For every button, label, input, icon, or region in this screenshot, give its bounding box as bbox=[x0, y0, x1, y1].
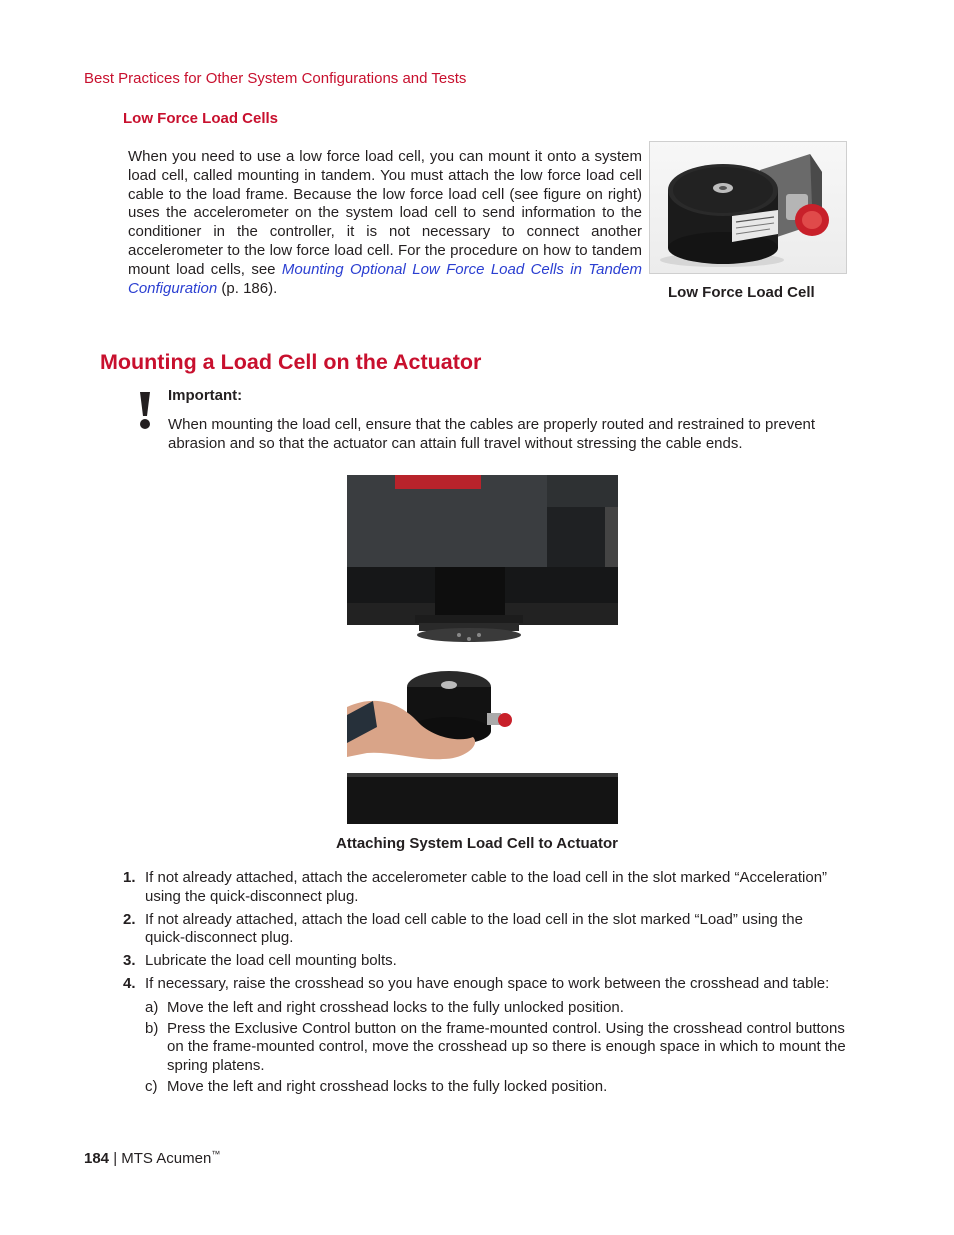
substep-letter: c) bbox=[145, 1077, 158, 1095]
running-header: Best Practices for Other System Configurations and Tests bbox=[84, 70, 467, 87]
low-force-load-cell-photo bbox=[649, 141, 847, 274]
step-text: Lubricate the load cell mounting bolts. bbox=[145, 952, 397, 970]
substep-text: Move the left and right crosshead locks to the fully locked position. bbox=[167, 1077, 608, 1095]
intro-text: When you need to use a low force load cell, you can mount it onto a system load cell, called mounting in tandem. You must attach the low force load cell cable to the load frame. Because the low force load cell (see figure on right) uses the accelerometer on the system load cell to send information to the conditioner in the controller, it is not necessary to connect another accelerometer to the low force load cell. For the procedure on how to tandem mount load cells, see bbox=[128, 148, 642, 278]
intro-paragraph bbox=[128, 148, 642, 298]
step-number: 3. bbox=[123, 952, 136, 970]
substep-item bbox=[145, 999, 846, 1018]
step-item bbox=[120, 869, 846, 907]
step-item bbox=[120, 975, 846, 1097]
step-text: If necessary, raise the crosshead so you have enough space to work between the crosshead and table: bbox=[145, 974, 830, 992]
figure-caption-actuator: Attaching System Load Cell to Actuator bbox=[336, 835, 618, 852]
substep-text: Move the left and right crosshead locks to the fully unlocked position. bbox=[167, 998, 624, 1016]
cross-reference-link[interactable]: Mounting Optional Low Force Load Cells in Tandem Configuration bbox=[128, 260, 642, 297]
substep-item bbox=[145, 1078, 846, 1097]
substep-list bbox=[145, 999, 846, 1097]
footer-separator: | bbox=[109, 1150, 122, 1167]
section-title: Mounting a Load Cell on the Actuator bbox=[100, 350, 482, 374]
figure-caption-low-force: Low Force Load Cell bbox=[668, 284, 815, 301]
page-footer bbox=[84, 1149, 220, 1167]
substep-letter: a) bbox=[145, 998, 159, 1016]
page-number: 184 bbox=[84, 1150, 110, 1167]
step-text: If not already attached, attach the load cell cable to the load cell in the slot marked “Load” using the quick-disconnect plug. bbox=[145, 910, 803, 947]
trademark-symbol: ™ bbox=[211, 1149, 221, 1159]
substep-item bbox=[145, 1020, 846, 1076]
step-text: If not already attached, attach the accelerometer cable to the load cell in the slot marked “Acceleration” using the quick-disconnect plug. bbox=[145, 869, 828, 905]
procedure-steps bbox=[120, 869, 846, 1101]
product-name: MTS Acumen bbox=[121, 1150, 212, 1167]
step-number: 1. bbox=[123, 869, 136, 886]
actuator-load-cell-photo bbox=[347, 475, 618, 824]
subsection-heading: Low Force Load Cells bbox=[123, 110, 279, 127]
important-note: When mounting the load cell, ensure that the cables are properly routed and restrained to prevent abrasion and so that the actuator can attain full travel without stressing the cable ends. bbox=[168, 416, 816, 452]
page-reference: (p. 186). bbox=[217, 279, 278, 297]
substep-text: Press the Exclusive Control button on the frame-mounted control. Using the crosshead control buttons on the frame-mounted control, move the crosshead up so there is enough space in which to mount the spring platens. bbox=[167, 1019, 846, 1075]
substep-letter: b) bbox=[145, 1019, 159, 1037]
important-icon bbox=[138, 392, 152, 430]
step-number: 2. bbox=[123, 910, 136, 928]
step-item bbox=[120, 952, 846, 971]
step-item bbox=[120, 911, 846, 949]
step-number: 4. bbox=[123, 974, 136, 992]
important-label: Important: bbox=[168, 387, 243, 404]
